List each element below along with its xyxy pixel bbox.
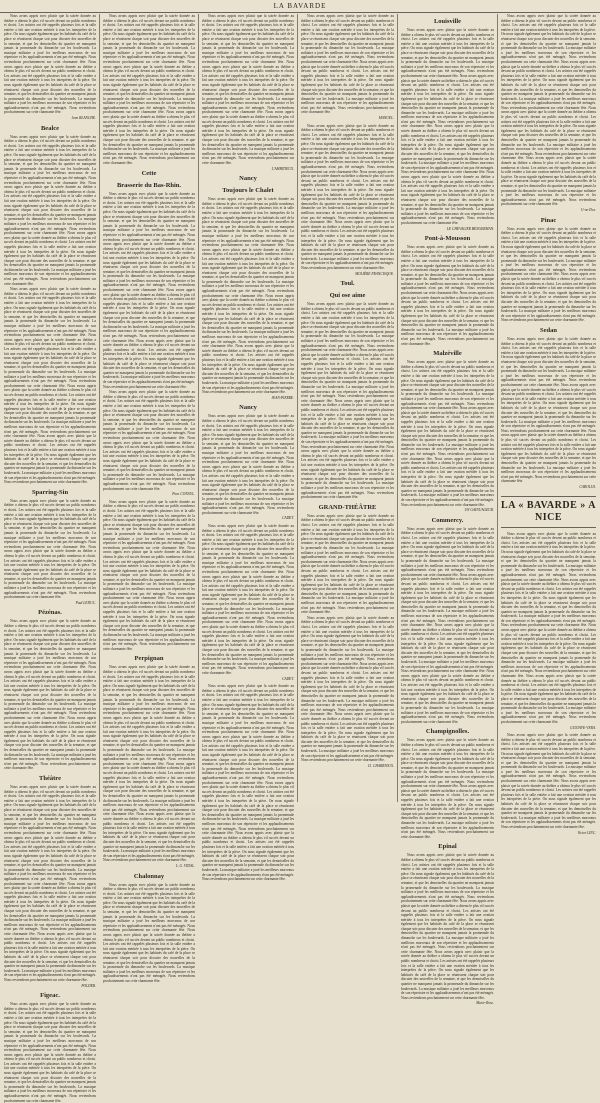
signature: Cl. CHARRIOUX. [367, 763, 394, 768]
article-text: Nous avons appris avec plaisir que la soirée donnée au théâtre a obtenu le plus vif succès devant un public nombreux et choisi. Les artistes ont été rappelés plusieurs fois et la salle entière a fait une ovation méritée à tous les interprètes de la pièce. On nous signale également que les habitués du café de la place se réunissent chaque soir pour discuter des nouvelles de la semaine, et que les demoiselles du quartier ne manquent jamais la promenade du dimanche sur les boulevards. La musique militaire a joué les meilleurs morceaux de son répertoire et les applaudissements n'ont pas été ménagés. Nous reviendrons prochainement sur cette charmante fête. Nous avons appris avec plaisir que la soirée donnée au théâtre a obtenu le plus vif succès devant un public nombreux et choisi. Les artistes ont été rappelés plusieurs fois et la salle entière a fait une ovation méritée à tous les interprètes de la pièce. On nous signale également que les habitués du café de la place se réunissent chaque soir pour discuter des nouvelles de la semaine, et que les demoiselles du quartier ne manquent jamais la promenade du dimanche sur les boulevards. La musique militaire a joué les meilleurs morceaux de son répertoire et les applaudissements n'ont pas été ménagés. Nous reviendrons prochainement sur cette charmante fête. Nous avons appris avec plaisir que la soirée donnée au théâtre a obtenu le plus vif succès devant un public nombreux et choisi. Les artistes ont été rappelés plusieurs fois et la salle entière a fait une ovation méritée à tous les interprètes de la pièce. On nous signale également que les habitués du café de la place se réunissent chaque soir pour discuter des nouvelles de la semaine, et que les demoiselles du quartier ne manquent jamais la promenade du dimanche sur les boulevards. La musique militaire a joué les meilleurs morceaux de son répertoire et les applaudissements n'ont pas été ménagés. Nous reviendrons prochainement sur cette charmante fête. Nous avons appris avec plaisir que la soirée donnée au théâtre a obtenu le plus vif succès devant un public nombreux et choisi. Les artistes ont été rappelés plusieurs fois et la salle entière a fait une ovation méritée à tous les interprètes de la pièce. On nous signale également que les habitués du café de la place se réunissent chaque soir pour discuter des nouvelles de la semaine, et que les demoiselles du quartier ne manquent jamais la promenade du dimanche sur les boulevards. La musique militaire a joué les meilleurs morceaux de son répertoire et les applaudissements n'ont pas été ménagés. Nous reviendrons prochainement sur cette charmante fête. [401, 526, 495, 724]
section-subheading: Brasserie du Bas-Rhin. [116, 181, 182, 189]
signature: CADET. [281, 516, 294, 521]
article-text: Nous avons appris avec plaisir que la soirée donnée au théâtre a obtenu le plus vif succès devant un public nombreux et choisi. Les artistes ont été rappelés plusieurs fois et la salle entière a fait une ovation méritée à tous les interprètes de la pièce. On nous signale également que les habitués du café de la place se réunissent chaque soir pour discuter des nouvelles de la semaine, et que les demoiselles du quartier ne manquent jamais la promenade du dimanche sur les boulevards. La musique militaire a joué les meilleurs morceaux de son répertoire et les applaudissements n'ont pas été ménagés. Nous reviendrons prochainement sur cette charmante fête. Nous avons appris avec plaisir que la soirée donnée au théâtre a obtenu le plus vif succès devant un public nombreux et choisi. Les artistes ont été rappelés plusieurs fois et la salle entière a fait une ovation méritée à tous les interprètes de la pièce. On nous signale également que les habitués du café de la place se réunissent chaque soir pour discuter des nouvelles de la semaine, et que les demoiselles du quartier ne manquent jamais la promenade du dimanche sur les boulevards. La musique militaire a joué les meilleurs morceaux de son répertoire et les applaudissements n'ont pas été ménagés. Nous reviendrons prochainement sur cette charmante fête. Nous avons appris avec plaisir que la soirée donnée au théâtre a obtenu le plus vif succès devant un public nombreux et choisi. Les artistes ont été rappelés plusieurs fois et la salle entière a fait une ovation méritée à tous les interprètes de la pièce. On nous signale également que les habitués du café de la place se réunissent chaque soir pour discuter des nouvelles de la semaine, et que les demoiselles du quartier ne manquent jamais la promenade du dimanche sur les boulevards. La musique militaire a joué les meilleurs morceaux de son répertoire et les applaudissements n'ont pas été ménagés. Nous reviendrons prochainement sur cette charmante fête. [4, 619, 96, 771]
article-text: Nous avons appris avec plaisir que la soirée donnée au théâtre a obtenu le plus vif succès devant un public nombreux et choisi. Les artistes ont été rappelés plusieurs fois et la salle entière a fait une ovation méritée à tous les interprètes de la pièce. On nous signale également que les habitués du café de la place se réunissent chaque soir pour discuter des nouvelles de la semaine, et que les demoiselles du quartier ne manquent jamais la promenade du dimanche sur les boulevards. La musique militaire a joué les meilleurs morceaux de son répertoire et les applaudissements n'ont pas été ménagés. Nous reviendrons prochainement sur cette charmante fête. Nous avons appris avec plaisir que la soirée donnée au théâtre a obtenu le plus vif succès devant un public nombreux et choisi. Les artistes ont été rappelés plusieurs fois et la salle entière a fait une ovation méritée à tous les interprètes de la pièce. On nous signale également que les habitués du café de la place se réunissent chaque soir pour discuter des nouvelles de la semaine, et que les demoiselles du quartier ne manquent jamais la promenade du dimanche sur les boulevards. La musique militaire a joué les meilleurs morceaux de son répertoire et les applaudissements n'ont pas été ménagés. Nous reviendrons prochainement sur cette charmante fête. [4, 498, 96, 600]
article-text: Nous avons appris avec plaisir que la soirée donnée au théâtre a obtenu le plus vif succès devant un public nombreux et choisi. Les artistes ont été rappelés plusieurs fois et la salle entière a fait une ovation méritée à tous les interprètes de la pièce. On nous signale également que les habitués du café de la place se réunissent chaque soir pour discuter des nouvelles de la semaine, et que les demoiselles du quartier ne manquent jamais la promenade du dimanche sur les boulevards. La musique militaire a joué les meilleurs morceaux de son répertoire et les applaudissements n'ont pas été ménagés. Nous reviendrons prochainement sur cette charmante fête. Nous avons appris avec plaisir que la soirée donnée au théâtre a obtenu le plus vif succès devant un public nombreux et choisi. Les artistes ont été rappelés plusieurs fois et la salle entière a fait une ovation méritée à tous les interprètes de la pièce. On nous signale également que les habitués du café de la place se réunissent chaque soir pour discuter des nouvelles de la semaine, et que les demoiselles du quartier ne manquent jamais la promenade du dimanche sur les boulevards. La musique militaire a joué les meilleurs morceaux de son répertoire et les applaudissements n'ont pas été ménagés. Nous reviendrons prochainement sur cette charmante fête. Nous avons appris avec plaisir que la soirée donnée au théâtre a obtenu le plus vif succès devant un public nombreux et choisi. Les artistes ont été rappelés plusieurs fois et la salle entière a fait une ovation méritée à tous les interprètes de la pièce. On nous signale également que les habitués du café de la place se réunissent chaque soir pour discuter des nouvelles de la semaine, et que les demoiselles du quartier ne manquent jamais la promenade du dimanche sur les boulevards. La musique militaire a joué les meilleurs morceaux de son répertoire et les applaudissements n'ont pas été ménagés. Nous reviendrons prochainement sur cette charmante fête. [301, 123, 395, 271]
section-subheading: Toujours le Chalet [222, 187, 274, 195]
section-heading: Chalonnay [133, 872, 165, 880]
article-text: Nous avons appris avec plaisir que la soirée donnée au théâtre a obtenu le plus vif succès devant un public nombreux et choisi. Les artistes ont été rappelés plusieurs fois et la salle entière a fait une ovation méritée à tous les interprètes de la pièce. On nous signale également que les habitués du café de la place se réunissent chaque soir pour discuter des nouvelles de la semaine, et que les demoiselles du quartier ne manquent jamais la promenade du dimanche sur les boulevards. La musique militaire a joué les meilleurs morceaux de son répertoire et les applaudissements n'ont pas été ménagés. Nous reviendrons prochainement sur cette charmante fête. Nous avons appris avec plaisir que la soirée donnée au théâtre a obtenu le plus vif succès devant un public nombreux et choisi. Les artistes ont été rappelés plusieurs fois et la salle entière a fait une ovation méritée à tous les interprètes de la pièce. On nous signale également que les habitués du café de la place se réunissent chaque soir pour discuter des nouvelles de la semaine, et que les demoiselles du quartier ne manquent jamais la promenade du dimanche sur les boulevards. La musique militaire a joué les meilleurs morceaux de son répertoire et les applaudissements n'ont pas été ménagés. Nous reviendrons prochainement sur cette charmante fête. Nous avons appris avec plaisir que la soirée donnée au théâtre a obtenu le plus vif succès devant un public nombreux et choisi. Les artistes ont été rappelés plusieurs fois et la salle entière a fait une ovation méritée à tous les interprètes de la pièce. On nous signale également que les habitués du café de la place se réunissent chaque soir pour discuter des nouvelles de la semaine, et que les demoiselles du quartier ne manquent jamais la promenade du dimanche sur les boulevards. La musique militaire a joué les meilleurs morceaux de son répertoire et les applaudissements n'ont pas été ménagés. Nous reviendrons prochainement sur cette charmante fête. [501, 337, 596, 484]
section-heading: Pinac [540, 216, 557, 224]
signature: Marie-Rose. [476, 1001, 494, 1006]
column-divider [297, 14, 298, 802]
article-text: Nous avons appris avec plaisir que la soirée donnée au théâtre a obtenu le plus vif succès devant un public nombreux et choisi. Les artistes ont été rappelés plusieurs fois et la salle entière a fait une ovation méritée à tous les interprètes de la pièce. On nous signale également que les habitués du café de la place se réunissent chaque soir pour discuter des nouvelles de la semaine, et que les demoiselles du quartier ne manquent jamais la promenade du dimanche sur les boulevards. La musique militaire a joué les meilleurs morceaux de son répertoire et les applaudissements n'ont pas été ménagés. Nous reviendrons prochainement sur cette charmante fête. Nous avons appris avec plaisir que la soirée donnée au théâtre a obtenu le plus vif succès devant un public nombreux et choisi. Les artistes ont été rappelés plusieurs fois et la salle entière a fait une ovation méritée à tous les interprètes de la pièce. On nous signale également que les habitués du café de la place se réunissent chaque soir pour discuter des nouvelles de la semaine, et que les demoiselles du quartier ne manquent jamais la promenade du dimanche sur les boulevards. La musique militaire a joué les meilleurs morceaux de son répertoire et les applaudissements n'ont pas été ménagés. Nous reviendrons prochainement sur cette charmante fête. Nous avons appris avec plaisir que la soirée donnée au théâtre a obtenu le plus vif succès devant un public nombreux et choisi. Les artistes ont été rappelés plusieurs fois et la salle entière a fait une ovation méritée à tous les interprètes de la pièce. On nous signale également que les habitués du café de la place se réunissent chaque soir pour discuter des nouvelles de la semaine, et que les demoiselles du quartier ne manquent jamais la promenade du dimanche sur les boulevards. La musique militaire a joué les meilleurs morceaux de son répertoire et les applaudissements n'ont pas été ménagés. Nous reviendrons prochainement sur cette charmante fête. [202, 523, 294, 675]
signature: JEAN-PIERRE. [271, 395, 294, 400]
article-text: Nous avons appris avec plaisir que la soirée donnée au théâtre a obtenu le plus vif succès devant un public nombreux et choisi. Les artistes ont été rappelés plusieurs fois et la salle entière a fait une ovation méritée à tous les interprètes de la pièce. On nous signale également que les habitués du café de la place se réunissent chaque soir pour discuter des nouvelles de la semaine, et que les demoiselles du quartier ne manquent jamais la promenade du dimanche sur les boulevards. La musique militaire a joué les meilleurs morceaux de son répertoire et les applaudissements n'ont pas été ménagés. Nous reviendrons prochainement sur cette charmante fête. Nous avons appris avec plaisir que la soirée donnée au théâtre a obtenu le plus vif succès devant un public nombreux et choisi. Les artistes ont été rappelés plusieurs fois et la salle entière a fait une ovation méritée à tous les interprètes de la pièce. On nous signale également que les habitués du café de la place se réunissent chaque soir pour discuter des nouvelles de la semaine, et que les demoiselles du quartier ne manquent jamais la promenade du dimanche sur les boulevards. La musique militaire a joué les meilleurs morceaux de son répertoire et les applaudissements n'ont pas été ménagés. Nous reviendrons prochainement sur cette charmante fête. Nous avons appris avec plaisir que la soirée donnée au théâtre a obtenu le plus vif succès devant un public nombreux et choisi. Les artistes ont été rappelés plusieurs fois et la salle entière a fait une ovation méritée à tous les interprètes de la pièce. On nous signale également que les habitués du café de la place se réunissent chaque soir pour discuter des nouvelles de la semaine, et que les demoiselles du quartier ne manquent jamais la promenade du dimanche sur les boulevards. La musique militaire a joué les meilleurs morceaux de son répertoire et les applaudissements n'ont pas été ménagés. Nous reviendrons prochainement sur cette charmante fête. [202, 14, 294, 165]
section-heading: Bealce [40, 124, 60, 132]
column-5 [401, 14, 495, 1006]
column-divider [497, 14, 498, 802]
signature: Victor LINC. [577, 830, 596, 835]
feature-title: LA « BAVARDE » A NICE [501, 496, 596, 528]
signature: UN GAINUAGEUR. [464, 508, 494, 513]
section-heading: GRAND-THÉÂTRE [318, 503, 377, 511]
column-1 [4, 14, 96, 1103]
article-text: Nous avons appris avec plaisir que la soirée donnée au théâtre a obtenu le plus vif succès devant un public nombreux et choisi. Les artistes ont été rappelés plusieurs fois et la salle entière a fait une ovation méritée à tous les interprètes de la pièce. On nous signale également que les habitués du café de la place se réunissent chaque soir pour discuter des nouvelles de la semaine, et que les demoiselles du quartier ne manquent jamais la promenade du dimanche sur les boulevards. La musique militaire a joué les meilleurs morceaux de son répertoire et les applaudissements n'ont pas été ménagés. Nous reviendrons prochainement sur cette charmante fête. Nous avons appris avec plaisir que la soirée donnée au théâtre a obtenu le plus vif succès devant un public nombreux et choisi. Les artistes ont été rappelés plusieurs fois et la salle entière a fait une ovation méritée à tous les interprètes de la pièce. On nous signale également que les habitués du café de la place se réunissent chaque soir pour discuter des nouvelles de la semaine, et que les demoiselles du quartier ne manquent jamais la promenade du dimanche sur les boulevards. La musique militaire a joué les meilleurs morceaux de son répertoire et les applaudissements n'ont pas été ménagés. Nous reviendrons prochainement sur cette charmante fête. Nous avons appris avec plaisir que la soirée donnée au théâtre a obtenu le plus vif succès devant un public nombreux et choisi. Les artistes ont été rappelés plusieurs fois et la salle entière a fait une ovation méritée à tous les interprètes de la pièce. On nous signale également que les habitués du café de la place se réunissent chaque soir pour discuter des nouvelles de la semaine, et que les demoiselles du quartier ne manquent jamais la promenade du dimanche sur les boulevards. La musique militaire a joué les meilleurs morceaux de son répertoire et les applaudissements n'ont pas été ménagés. Nous reviendrons prochainement sur cette charmante fête. Nous avons appris avec plaisir que la soirée donnée au théâtre a obtenu le plus vif succès devant un public nombreux et choisi. Les artistes ont été rappelés plusieurs fois et la salle entière a fait une ovation méritée à tous les interprètes de la pièce. On nous signale également que les habitués du café de la place se réunissent chaque soir pour discuter des nouvelles de la semaine, et que les demoiselles du quartier ne manquent jamais la promenade du dimanche sur les boulevards. La musique militaire a joué les meilleurs morceaux de son répertoire et les applaudissements n'ont pas été ménagés. Nous reviendrons prochainement sur cette charmante fête. [501, 14, 596, 207]
article-text: Nous avons appris avec plaisir que la soirée donnée au théâtre a obtenu le plus vif succès devant un public nombreux et choisi. Les artistes ont été rappelés plusieurs fois et la salle entière a fait une ovation méritée à tous les interprètes de la pièce. On nous signale également que les habitués du café de la place se réunissent chaque soir pour discuter des nouvelles de la semaine, et que les demoiselles du quartier ne manquent jamais la promenade du dimanche sur les boulevards. La musique militaire a joué les meilleurs morceaux de son répertoire et les applaudissements n'ont pas été ménagés. Nous reviendrons prochainement sur cette charmante fête. Nous avons appris avec plaisir que la soirée donnée au théâtre a obtenu le plus vif succès devant un public nombreux et choisi. Les artistes ont été rappelés plusieurs fois et la salle entière a fait une ovation méritée à tous les interprètes de la pièce. On nous signale également que les habitués du café de la place se réunissent chaque soir pour discuter des nouvelles de la semaine, et que les demoiselles du quartier ne manquent jamais la promenade du dimanche sur les boulevards. La musique militaire a joué les meilleurs morceaux de son répertoire et les applaudissements n'ont pas été ménagés. Nous reviendrons prochainement sur cette charmante fête. [103, 882, 195, 983]
article-text: Nous avons appris avec plaisir que la soirée donnée au théâtre a obtenu le plus vif succès devant un public nombreux et choisi. Les artistes ont été rappelés plusieurs fois et la salle entière a fait une ovation méritée à tous les interprètes de la pièce. On nous signale également que les habitués du café de la place se réunissent chaque soir pour discuter des nouvelles de la semaine, et que les demoiselles du quartier ne manquent jamais la promenade du dimanche sur les boulevards. La musique militaire a joué les meilleurs morceaux de son répertoire et les applaudissements n'ont pas été ménagés. Nous reviendrons prochainement sur cette charmante fête. Nous avons appris avec plaisir que la soirée donnée au théâtre a obtenu le plus vif succès devant un public nombreux et choisi. Les artistes ont été rappelés plusieurs fois et la salle entière a fait une ovation méritée à tous les interprètes de la pièce. On nous signale également que les habitués du café de la place se réunissent chaque soir pour discuter des nouvelles de la semaine, et que les demoiselles du quartier ne manquent jamais la promenade du dimanche sur les boulevards. La musique militaire a joué les meilleurs morceaux de son répertoire et les applaudissements n'ont pas été ménagés. Nous reviendrons prochainement sur cette charmante fête. Nous avons appris avec plaisir que la soirée donnée au théâtre a obtenu le plus vif succès devant un public nombreux et choisi. Les artistes ont été rappelés plusieurs fois et la salle entière a fait une ovation méritée à tous les interprètes de la pièce. On nous signale également que les habitués du café de la place se réunissent chaque soir pour discuter des nouvelles de la semaine, et que les demoiselles du quartier ne manquent jamais la promenade du dimanche sur les boulevards. La musique militaire a joué les meilleurs morceaux de son répertoire et les applaudissements n'ont pas été ménagés. Nous reviendrons prochainement sur cette charmante fête. Nous avons appris avec plaisir que la soirée donnée au théâtre a obtenu le plus vif succès devant un public nombreux et choisi. Les artistes ont été rappelés plusieurs fois et la salle entière a fait une ovation méritée à tous les interprètes de la pièce. On nous signale également que les habitués du café de la place se réunissent chaque soir pour discuter des nouvelles de la semaine, et que les demoiselles du quartier ne manquent jamais la promenade du dimanche sur les boulevards. La musique militaire a joué les meilleurs morceaux de son répertoire et les applaudissements n'ont pas été ménagés. Nous reviendrons prochainement sur cette charmante fête. [4, 785, 96, 982]
section-heading: Figeac. [40, 992, 60, 1000]
article-text: Nous avons appris avec plaisir que la soirée donnée au théâtre a obtenu le plus vif succès devant un public nombreux et choisi. Les artistes ont été rappelés plusieurs fois et la salle entière a fait une ovation méritée à tous les interprètes de la pièce. On nous signale également que les habitués du café de la place se réunissent chaque soir pour discuter des nouvelles de la semaine, et que les demoiselles du quartier ne manquent jamais la promenade du dimanche sur les boulevards. La musique militaire a joué les meilleurs morceaux de son répertoire et les applaudissements n'ont pas été ménagés. Nous reviendrons prochainement sur cette charmante fête. Nous avons appris avec plaisir que la soirée donnée au théâtre a obtenu le plus vif succès devant un public nombreux et choisi. Les artistes ont été rappelés plusieurs fois et la salle entière a fait une ovation méritée à tous les interprètes de la pièce. On nous signale également que les habitués du café de la place se réunissent chaque soir pour discuter des nouvelles de la semaine, et que les demoiselles du quartier ne manquent jamais la promenade du dimanche sur les boulevards. La musique militaire a joué les meilleurs morceaux de son répertoire et les applaudissements n'ont pas été ménagés. Nous reviendrons prochainement sur cette charmante fête. Nous avons appris avec plaisir que la soirée donnée au théâtre a obtenu le plus vif succès devant un public nombreux et choisi. Les artistes ont été rappelés plusieurs fois et la salle entière a fait une ovation méritée à tous les interprètes de la pièce. On nous signale également que les habitués du café de la place se réunissent chaque soir pour discuter des nouvelles de la semaine, et que les demoiselles du quartier ne manquent jamais la promenade du dimanche sur les boulevards. La musique militaire a joué les meilleurs morceaux de son répertoire et les applaudissements n'ont pas été ménagés. Nous reviendrons prochainement sur cette charmante fête. [103, 499, 195, 651]
article-text: Nous avons appris avec plaisir que la soirée donnée au théâtre a obtenu le plus vif succès devant un public nombreux et choisi. Les artistes ont été rappelés plusieurs fois et la salle entière a fait une ovation méritée à tous les interprètes de la pièce. On nous signale également que les habitués du café de la place se réunissent chaque soir pour discuter des nouvelles de la semaine, et que les demoiselles du quartier ne manquent jamais la promenade du dimanche sur les boulevards. La musique militaire a joué les meilleurs morceaux de son répertoire et les applaudissements n'ont pas été ménagés. Nous reviendrons prochainement sur cette charmante fête. Nous avons appris avec plaisir que la soirée donnée au théâtre a obtenu le plus vif succès devant un public nombreux et choisi. Les artistes ont été rappelés plusieurs fois et la salle entière a fait une ovation méritée à tous les interprètes de la pièce. On nous signale également que les habitués du café de la place se réunissent chaque soir pour discuter des nouvelles de la semaine, et que les demoiselles du quartier ne manquent jamais la promenade du dimanche sur les boulevards. La musique militaire a joué les meilleurs morceaux de son répertoire et les applaudissements n'ont pas été ménagés. Nous reviendrons prochainement sur cette charmante fête. Nous avons appris avec plaisir que la soirée donnée au théâtre a obtenu le plus vif succès devant un public nombreux et choisi. Les artistes ont été rappelés plusieurs fois et la salle entière a fait une ovation méritée à tous les interprètes de la pièce. On nous signale également que les habitués du café de la place se réunissent chaque soir pour discuter des nouvelles de la semaine, et que les demoiselles du quartier ne manquent jamais la promenade du dimanche sur les boulevards. La musique militaire a joué les meilleurs morceaux de son répertoire et les applaudissements n'ont pas été ménagés. Nous reviendrons prochainement sur cette charmante fête. Nous avons appris avec plaisir que la soirée donnée au théâtre a obtenu le plus vif succès devant un public nombreux et choisi. Les artistes ont été rappelés plusieurs fois et la salle entière a fait une ovation méritée à tous les interprètes de la pièce. On nous signale également que les habitués du café de la place se réunissent chaque soir pour discuter des nouvelles de la semaine, et que les demoiselles du quartier ne manquent jamais la promenade du dimanche sur les boulevards. La musique militaire a joué les meilleurs morceaux de son répertoire et les applaudissements n'ont pas été ménagés. Nous reviendrons prochainement sur cette charmante fête. [103, 191, 195, 389]
signature: POLDER. [81, 983, 96, 988]
article-text: Nous avons appris avec plaisir que la soirée donnée au théâtre a obtenu le plus vif succès devant un public nombreux et choisi. Les artistes ont été rappelés plusieurs fois et la salle entière a fait une ovation méritée à tous les interprètes de la pièce. On nous signale également que les habitués du café de la place se réunissent chaque soir pour discuter des nouvelles de la semaine, et que les demoiselles du quartier ne manquent jamais la promenade du dimanche sur les boulevards. La musique militaire a joué les meilleurs morceaux de son répertoire et les applaudissements n'ont pas été ménagés. Nous reviendrons prochainement sur cette charmante fête. Nous avons appris avec plaisir que la soirée donnée au théâtre a obtenu le plus vif succès devant un public nombreux et choisi. Les artistes ont été rappelés plusieurs fois et la salle entière a fait une ovation méritée à tous les interprètes de la pièce. On nous signale également que les habitués du café de la place se réunissent chaque soir pour discuter des nouvelles de la semaine, et que les demoiselles du quartier ne manquent jamais la promenade du dimanche sur les boulevards. La musique militaire a joué les meilleurs morceaux de son répertoire et les applaudissements n'ont pas été ménagés. Nous reviendrons prochainement sur cette charmante fête. Nous avons appris avec plaisir que la soirée donnée au théâtre a obtenu le plus vif succès devant un public nombreux et choisi. Les artistes ont été rappelés plusieurs fois et la salle entière a fait une ovation méritée à tous les interprètes de la pièce. On nous signale également que les habitués du café de la place se réunissent chaque soir pour discuter des nouvelles de la semaine, et que les demoiselles du quartier ne manquent jamais la promenade du dimanche sur les boulevards. La musique militaire a joué les meilleurs morceaux de son répertoire et les applaudissements n'ont pas été ménagés. Nous reviendrons prochainement sur cette charmante fête. [4, 134, 96, 286]
section-heading: Nancy [239, 175, 257, 183]
column-4 [301, 14, 394, 802]
section-subheading: Qui ose aime [329, 292, 366, 300]
section-heading: Commercy. [431, 516, 464, 524]
section-heading: Perpignan [134, 655, 164, 663]
column-divider [198, 14, 199, 802]
signature: MANUEL. [378, 116, 394, 121]
article-text: Nous avons appris avec plaisir que la soirée donnée au théâtre a obtenu le plus vif succès devant un public nombreux et choisi. Les artistes ont été rappelés plusieurs fois et la salle entière a fait une ovation méritée à tous les interprètes de la pièce. On nous signale également que les habitués du café de la place se réunissent chaque soir pour discuter des nouvelles de la semaine, et que les demoiselles du quartier ne manquent jamais la promenade du dimanche sur les boulevards. La musique militaire a joué les meilleurs morceaux de son répertoire et les applaudissements n'ont pas été ménagés. Nous reviendrons prochainement sur cette charmante fête. Nous avons appris avec plaisir que la soirée donnée au théâtre a obtenu le plus vif succès devant un public nombreux et choisi. Les artistes ont été rappelés plusieurs fois et la salle entière a fait une ovation méritée à tous les interprètes de la pièce. On nous signale également que les habitués du café de la place se réunissent chaque soir pour discuter des nouvelles de la semaine, et que les demoiselles du quartier ne manquent jamais la promenade du dimanche sur les boulevards. La musique militaire a joué les meilleurs morceaux de son répertoire et les applaudissements n'ont pas été ménagés. Nous reviendrons prochainement sur cette charmante fête. Nous avons appris avec plaisir que la soirée donnée au théâtre a obtenu le plus vif succès devant un public nombreux et choisi. Les artistes ont été rappelés plusieurs fois et la salle entière a fait une ovation méritée à tous les interprètes de la pièce. On nous signale également que les habitués du café de la place se réunissent chaque soir pour discuter des nouvelles de la semaine, et que les demoiselles du quartier ne manquent jamais la promenade du dimanche sur les boulevards. La musique militaire a joué les meilleurs morceaux de son répertoire et les applaudissements n'ont pas été ménagés. Nous reviendrons prochainement sur cette charmante fête. [401, 360, 495, 507]
article-text: Nous avons appris avec plaisir que la soirée donnée au théâtre a obtenu le plus vif succès devant un public nombreux et choisi. Les artistes ont été rappelés plusieurs fois et la salle entière a fait une ovation méritée à tous les interprètes de la pièce. On nous signale également que les habitués du café de la place se réunissent chaque soir pour discuter des nouvelles de la semaine, et que les demoiselles du quartier ne manquent jamais la promenade du dimanche sur les boulevards. La musique militaire a joué les meilleurs morceaux de son répertoire et les applaudissements n'ont pas été ménagés. Nous reviendrons prochainement sur cette charmante fête. Nous avons appris avec plaisir que la soirée donnée au théâtre a obtenu le plus vif succès devant un public nombreux et choisi. Les artistes ont été rappelés plusieurs fois et la salle entière a fait une ovation méritée à tous les interprètes de la pièce. On nous signale également que les habitués du café de la place se réunissent chaque soir pour discuter des nouvelles de la semaine, et que les demoiselles du quartier ne manquent jamais la promenade du dimanche sur les boulevards. La musique militaire a joué les meilleurs morceaux de son répertoire et les applaudissements n'ont pas été ménagés. Nous reviendrons prochainement sur cette charmante fête. [401, 245, 495, 346]
section-heading: Sparring-Sin [31, 488, 69, 496]
article-text: Nous avons appris avec plaisir que la soirée donnée au théâtre a obtenu le plus vif succès devant un public nombreux et choisi. Les artistes ont été rappelés plusieurs fois et la salle entière a fait une ovation méritée à tous les interprètes de la pièce. On nous signale également que les habitués du café de la place se réunissent chaque soir pour discuter des nouvelles de la semaine, et que les demoiselles du quartier ne manquent jamais la promenade du dimanche sur les boulevards. La musique militaire a joué les meilleurs morceaux de son répertoire et les applaudissements n'ont pas été ménagés. Nous reviendrons prochainement sur cette charmante fête. Nous avons appris avec plaisir que la soirée donnée au théâtre a obtenu le plus vif succès devant un public nombreux et choisi. Les artistes ont été rappelés plusieurs fois et la salle entière a fait une ovation méritée à tous les interprètes de la pièce. On nous signale également que les habitués du café de la place se réunissent chaque soir pour discuter des nouvelles de la semaine, et que les demoiselles du quartier ne manquent jamais la promenade du dimanche sur les boulevards. La musique militaire a joué les meilleurs morceaux de son répertoire et les applaudissements n'ont pas été ménagés. Nous reviendrons prochainement sur cette charmante fête. [103, 390, 195, 491]
section-heading: Epinal [438, 843, 457, 851]
signature: Paul LEDUC. [75, 600, 96, 605]
article-text: Nous avons appris avec plaisir que la soirée donnée au théâtre a obtenu le plus vif succès devant un public nombreux et choisi. Les artistes ont été rappelés plusieurs fois et la salle entière a fait une ovation méritée à tous les interprètes de la pièce. On nous signale également que les habitués du café de la place se réunissent chaque soir pour discuter des nouvelles de la semaine, et que les demoiselles du quartier ne manquent jamais la promenade du dimanche sur les boulevards. La musique militaire a joué les meilleurs morceaux de son répertoire et les applaudissements n'ont pas été ménagés. Nous reviendrons prochainement sur cette charmante fête. Nous avons appris avec plaisir que la soirée donnée au théâtre a obtenu le plus vif succès devant un public nombreux et choisi. Les artistes ont été rappelés plusieurs fois et la salle entière a fait une ovation méritée à tous les interprètes de la pièce. On nous signale également que les habitués du café de la place se réunissent chaque soir pour discuter des nouvelles de la semaine, et que les demoiselles du quartier ne manquent jamais la promenade du dimanche sur les boulevards. La musique militaire a joué les meilleurs morceaux de son répertoire et les applaudissements n'ont pas été ménagés. Nous reviendrons prochainement sur cette charmante fête. Nous avons appris avec plaisir que la soirée donnée au théâtre a obtenu le plus vif succès devant un public nombreux et choisi. Les artistes ont été rappelés plusieurs fois et la salle entière a fait une ovation méritée à tous les interprètes de la pièce. On nous signale également que les habitués du café de la place se réunissent chaque soir pour discuter des nouvelles de la semaine, et que les demoiselles du quartier ne manquent jamais la promenade du dimanche sur les boulevards. La musique militaire a joué les meilleurs morceaux de son répertoire et les applaudissements n'ont pas été ménagés. Nous reviendrons prochainement sur cette charmante fête. Nous avons appris avec plaisir que la soirée donnée au théâtre a obtenu le plus vif succès devant un public nombreux et choisi. Les artistes ont été rappelés plusieurs fois et la salle entière a fait une ovation méritée à tous les interprètes de la pièce. On nous signale également que les habitués du café de la place se réunissent chaque soir pour discuter des nouvelles de la semaine, et que les demoiselles du quartier ne manquent jamais la promenade du dimanche sur les boulevards. La musique militaire a joué les meilleurs morceaux de son répertoire et les applaudissements n'ont pas été ménagés. Nous reviendrons prochainement sur cette charmante fête. [202, 684, 294, 882]
section-heading: Nancy [239, 404, 257, 412]
signature: LE CHEVALIER BENGERMAN. [446, 226, 494, 231]
article-text: Nous avons appris avec plaisir que la soirée donnée au théâtre a obtenu le plus vif succès devant un public nombreux et choisi. Les artistes ont été rappelés plusieurs fois et la salle entière a fait une ovation méritée à tous les interprètes de la pièce. On nous signale également que les habitués du café de la place se réunissent chaque soir pour discuter des nouvelles de la semaine, et que les demoiselles du quartier ne manquent jamais la promenade du dimanche sur les boulevards. La musique militaire a joué les meilleurs morceaux de son répertoire et les applaudissements n'ont pas été ménagés. Nous reviendrons prochainement sur cette charmante fête. Nous avons appris avec plaisir que la soirée donnée au théâtre a obtenu le plus vif succès devant un public nombreux et choisi. Les artistes ont été rappelés plusieurs fois et la salle entière a fait une ovation méritée à tous les interprètes de la pièce. On nous signale également que les habitués du café de la place se réunissent chaque soir pour discuter des nouvelles de la semaine, et que les demoiselles du quartier ne manquent jamais la promenade du dimanche sur les boulevards. La musique militaire a joué les meilleurs morceaux de son répertoire et les applaudissements n'ont pas été ménagés. Nous reviendrons prochainement sur cette charmante fête. Nous avons appris avec plaisir que la soirée donnée au théâtre a obtenu le plus vif succès devant un public nombreux et choisi. Les artistes ont été rappelés plusieurs fois et la salle entière a fait une ovation méritée à tous les interprètes de la pièce. On nous signale également que les habitués du café de la place se réunissent chaque soir pour discuter des nouvelles de la semaine, et que les demoiselles du quartier ne manquent jamais la promenade du dimanche sur les boulevards. La musique militaire a joué les meilleurs morceaux de son répertoire et les applaudissements n'ont pas été ménagés. Nous reviendrons prochainement sur cette charmante fête. Nous avons appris avec plaisir que la soirée donnée au théâtre a obtenu le plus vif succès devant un public nombreux et choisi. Les artistes ont été rappelés plusieurs fois et la salle entière a fait une ovation méritée à tous les interprètes de la pièce. On nous signale également que les habitués du café de la place se réunissent chaque soir pour discuter des nouvelles de la semaine, et que les demoiselles du quartier ne manquent jamais la promenade du dimanche sur les boulevards. La musique militaire a joué les meilleurs morceaux de son répertoire et les applaudissements n'ont pas été ménagés. Nous reviendrons prochainement sur cette charmante fête. [103, 665, 195, 863]
article-text: Nous avons appris avec plaisir que la soirée donnée au théâtre a obtenu le plus vif succès devant un public nombreux et choisi. Les artistes ont été rappelés plusieurs fois et la salle entière a fait une ovation méritée à tous les interprètes de la pièce. On nous signale également que les habitués du café de la place se réunissent chaque soir pour discuter des nouvelles de la semaine, et que les demoiselles du quartier ne manquent jamais la promenade du dimanche sur les boulevards. La musique militaire a joué les meilleurs morceaux de son répertoire et les applaudissements n'ont pas été ménagés. Nous reviendrons prochainement sur cette charmante fête. Nous avons appris avec plaisir que la soirée donnée au théâtre a obtenu le plus vif succès devant un public nombreux et choisi. Les artistes ont été rappelés plusieurs fois et la salle entière a fait une ovation méritée à tous les interprètes de la pièce. On nous signale également que les habitués du café de la place se réunissent chaque soir pour discuter des nouvelles de la semaine, et que les demoiselles du quartier ne manquent jamais la promenade du dimanche sur les boulevards. La musique militaire a joué les meilleurs morceaux de son répertoire et les applaudissements n'ont pas été ménagés. Nous reviendrons prochainement sur cette charmante fête. Nous avons appris avec plaisir que la soirée donnée au théâtre a obtenu le plus vif succès devant un public nombreux et choisi. Les artistes ont été rappelés plusieurs fois et la salle entière a fait une ovation méritée à tous les interprètes de la pièce. On nous signale également que les habitués du café de la place se réunissent chaque soir pour discuter des nouvelles de la semaine, et que les demoiselles du quartier ne manquent jamais la promenade du dimanche sur les boulevards. La musique militaire a joué les meilleurs morceaux de son répertoire et les applaudissements n'ont pas été ménagés. Nous reviendrons prochainement sur cette charmante fête. Nous avons appris avec plaisir que la soirée donnée au théâtre a obtenu le plus vif succès devant un public nombreux et choisi. Les artistes ont été rappelés plusieurs fois et la salle entière a fait une ovation méritée à tous les interprètes de la pièce. On nous signale également que les habitués du café de la place se réunissent chaque soir pour discuter des nouvelles de la semaine, et que les demoiselles du quartier ne manquent jamais la promenade du dimanche sur les boulevards. La musique militaire a joué les meilleurs morceaux de son répertoire et les applaudissements n'ont pas été ménagés. Nous reviendrons prochainement sur cette charmante fête. [202, 197, 294, 395]
article-text: Nous avons appris avec plaisir que la soirée donnée au théâtre a obtenu le plus vif succès devant un public nombreux et choisi. Les artistes ont été rappelés plusieurs fois et la salle entière a fait une ovation méritée à tous les interprètes de la pièce. On nous signale également que les habitués du café de la place se réunissent chaque soir pour discuter des nouvelles de la semaine, et que les demoiselles du quartier ne manquent jamais la promenade du dimanche sur les boulevards. La musique militaire a joué les meilleurs morceaux de son répertoire et les applaudissements n'ont pas été ménagés. Nous reviendrons prochainement sur cette charmante fête. Nous avons appris avec plaisir que la soirée donnée au théâtre a obtenu le plus vif succès devant un public nombreux et choisi. Les artistes ont été rappelés plusieurs fois et la salle entière a fait une ovation méritée à tous les interprètes de la pièce. On nous signale également que les habitués du café de la place se réunissent chaque soir pour discuter des nouvelles de la semaine, et que les demoiselles du quartier ne manquent jamais la promenade du dimanche sur les boulevards. La musique militaire a joué les meilleurs morceaux de son répertoire et les applaudissements n'ont pas été ménagés. Nous reviendrons prochainement sur cette charmante fête. Nous avons appris avec plaisir que la soirée donnée au théâtre a obtenu le plus vif succès devant un public nombreux et choisi. Les artistes ont été rappelés plusieurs fois et la salle entière a fait une ovation méritée à tous les interprètes de la pièce. On nous signale également que les habitués du café de la place se réunissent chaque soir pour discuter des nouvelles de la semaine, et que les demoiselles du quartier ne manquent jamais la promenade du dimanche sur les boulevards. La musique militaire a joué les meilleurs morceaux de son répertoire et les applaudissements n'ont pas été ménagés. Nous reviendrons prochainement sur cette charmante fête. Nous avons appris avec plaisir que la soirée donnée au théâtre a obtenu le plus vif succès devant un public nombreux et choisi. Les artistes ont été rappelés plusieurs fois et la salle entière a fait une ovation méritée à tous les interprètes de la pièce. On nous signale également que les habitués du café de la place se réunissent chaque soir pour discuter des nouvelles de la semaine, et que les demoiselles du quartier ne manquent jamais la promenade du dimanche sur les boulevards. La musique militaire a joué les meilleurs morceaux de son répertoire et les applaudissements n'ont pas été ménagés. Nous reviendrons prochainement sur cette charmante fête. [301, 302, 395, 500]
signature: Jean BLANCHE. [71, 116, 96, 121]
article-text: Nous avons appris avec plaisir que la soirée donnée au théâtre a obtenu le plus vif succès devant un public nombreux et choisi. Les artistes ont été rappelés plusieurs fois et la salle entière a fait une ovation méritée à tous les interprètes de la pièce. On nous signale également que les habitués du café de la place se réunissent chaque soir pour discuter des nouvelles de la semaine, et que les demoiselles du quartier ne manquent jamais la promenade du dimanche sur les boulevards. La musique militaire a joué les meilleurs morceaux de son répertoire et les applaudissements n'ont pas été ménagés. Nous reviendrons prochainement sur cette charmante fête. Nous avons appris avec plaisir que la soirée donnée au théâtre a obtenu le plus vif succès devant un public nombreux et choisi. Les artistes ont été rappelés plusieurs fois et la salle entière a fait une ovation méritée à tous les interprètes de la pièce. On nous signale également que les habitués du café de la place se réunissent chaque soir pour discuter des nouvelles de la semaine, et que les demoiselles du quartier ne manquent jamais la promenade du dimanche sur les boulevards. La musique militaire a joué les meilleurs morceaux de son répertoire et les applaudissements n'ont pas été ménagés. Nous reviendrons prochainement sur cette charmante fête. Nous avons appris avec plaisir que la soirée donnée au théâtre a obtenu le plus vif succès devant un public nombreux et choisi. Les artistes ont été rappelés plusieurs fois et la salle entière a fait une ovation méritée à tous les interprètes de la pièce. On nous signale également que les habitués du café de la place se réunissent chaque soir pour discuter des nouvelles de la semaine, et que les demoiselles du quartier ne manquent jamais la promenade du dimanche sur les boulevards. La musique militaire a joué les meilleurs morceaux de son répertoire et les applaudissements n'ont pas été ménagés. Nous reviendrons prochainement sur cette charmante fête. [401, 853, 495, 1000]
signature: GUSTAVE-VERA. [569, 725, 596, 730]
signature: Pour CONSUL. [172, 492, 195, 497]
section-heading: Louisville [433, 18, 462, 25]
signature: U-ne-Dex. [580, 207, 596, 212]
column-divider [99, 14, 100, 802]
article-text: Nous avons appris avec plaisir que la soirée donnée au théâtre a obtenu le plus vif succès devant un public nombreux et choisi. Les artistes ont été rappelés plusieurs fois et la salle entière a fait une ovation méritée à tous les interprètes de la pièce. On nous signale également que les habitués du café de la place se réunissent chaque soir pour discuter des nouvelles de la semaine, et que les demoiselles du quartier ne manquent jamais la promenade du dimanche sur les boulevards. La musique militaire a joué les meilleurs morceaux de son répertoire et les applaudissements n'ont pas été ménagés. Nous reviendrons prochainement sur cette charmante fête. Nous avons appris avec plaisir que la soirée donnée au théâtre a obtenu le plus vif succès devant un public nombreux et choisi. Les artistes ont été rappelés plusieurs fois et la salle entière a fait une ovation méritée à tous les interprètes de la pièce. On nous signale également que les habitués du café de la place se réunissent chaque soir pour discuter des nouvelles de la semaine, et que les demoiselles du quartier ne manquent jamais la promenade du dimanche sur les boulevards. La musique militaire a joué les meilleurs morceaux de son répertoire et les applaudissements n'ont pas été ménagés. Nous reviendrons prochainement sur cette charmante fête. [501, 226, 596, 323]
article-text: Nous avons appris avec plaisir que la soirée donnée au théâtre a obtenu le plus vif succès devant un public nombreux et choisi. Les artistes ont été rappelés plusieurs fois et la salle entière a fait une ovation méritée à tous les interprètes de la pièce. On nous signale également que les habitués du café de la place se réunissent chaque soir pour discuter des nouvelles de la semaine, et que les demoiselles du quartier ne manquent jamais la promenade du dimanche sur les boulevards. La musique militaire a joué les meilleurs morceaux de son répertoire et les applaudissements n'ont pas été ménagés. Nous reviendrons prochainement sur cette charmante fête. Nous avons appris avec plaisir que la soirée donnée au théâtre a obtenu le plus vif succès devant un public nombreux et choisi. Les artistes ont été rappelés plusieurs fois et la salle entière a fait une ovation méritée à tous les interprètes de la pièce. On nous signale également que les habitués du café de la place se réunissent chaque soir pour discuter des nouvelles de la semaine, et que les demoiselles du quartier ne manquent jamais la promenade du dimanche sur les boulevards. La musique militaire a joué les meilleurs morceaux de son répertoire et les applaudissements n'ont pas été ménagés. Nous reviendrons prochainement sur cette charmante fête. Nous avons appris avec plaisir que la soirée donnée au théâtre a obtenu le plus vif succès devant un public nombreux et choisi. Les artistes ont été rappelés plusieurs fois et la salle entière a fait une ovation méritée à tous les interprètes de la pièce. On nous signale également que les habitués du café de la place se réunissent chaque soir pour discuter des nouvelles de la semaine, et que les demoiselles du quartier ne manquent jamais la promenade du dimanche sur les boulevards. La musique militaire a joué les meilleurs morceaux de son répertoire et les applaudissements n'ont pas été ménagés. Nous reviendrons prochainement sur cette charmante fête. [103, 14, 195, 165]
signature: MOLIÈRE FRANCISQUE. [355, 271, 394, 276]
signature: L'AMBITIEUX. [271, 166, 294, 171]
article-text: Nous avons appris avec plaisir que la soirée donnée au théâtre a obtenu le plus vif succès devant un public nombreux et choisi. Les artistes ont été rappelés plusieurs fois et la salle entière a fait une ovation méritée à tous les interprètes de la pièce. On nous signale également que les habitués du café de la place se réunissent chaque soir pour discuter des nouvelles de la semaine, et que les demoiselles du quartier ne manquent jamais la promenade du dimanche sur les boulevards. La musique militaire a joué les meilleurs morceaux de son répertoire et les applaudissements n'ont pas été ménagés. Nous reviendrons prochainement sur cette charmante fête. Nous avons appris avec plaisir que la soirée donnée au théâtre a obtenu le plus vif succès devant un public nombreux et choisi. Les artistes ont été rappelés plusieurs fois et la salle entière a fait une ovation méritée à tous les interprètes de la pièce. On nous signale également que les habitués du café de la place se réunissent chaque soir pour discuter des nouvelles de la semaine, et que les demoiselles du quartier ne manquent jamais la promenade du dimanche sur les boulevards. La musique militaire a joué les meilleurs morceaux de son répertoire et les applaudissements n'ont pas été ménagés. Nous reviendrons prochainement sur cette charmante fête. [4, 14, 96, 115]
section-heading: Malzéville [433, 350, 462, 358]
column-2 [103, 14, 195, 983]
signature: CAROLUS. [579, 485, 596, 489]
section-heading: Théâtre [39, 775, 61, 783]
article-text: Nous avons appris avec plaisir que la soirée donnée au théâtre a obtenu le plus vif succès devant un public nombreux et choisi. Les artistes ont été rappelés plusieurs fois et la salle entière a fait une ovation méritée à tous les interprètes de la pièce. On nous signale également que les habitués du café de la place se réunissent chaque soir pour discuter des nouvelles de la semaine, et que les demoiselles du quartier ne manquent jamais la promenade du dimanche sur les boulevards. La musique militaire a joué les meilleurs morceaux de son répertoire et les applaudissements n'ont pas été ménagés. Nous reviendrons prochainement sur cette charmante fête. Nous avons appris avec plaisir que la soirée donnée au théâtre a obtenu le plus vif succès devant un public nombreux et choisi. Les artistes ont été rappelés plusieurs fois et la salle entière a fait une ovation méritée à tous les interprètes de la pièce. On nous signale également que les habitués du café de la place se réunissent chaque soir pour discuter des nouvelles de la semaine, et que les demoiselles du quartier ne manquent jamais la promenade du dimanche sur les boulevards. La musique militaire a joué les meilleurs morceaux de son répertoire et les applaudissements n'ont pas été ménagés. Nous reviendrons prochainement sur cette charmante fête. [501, 733, 596, 829]
section-heading: Cette [141, 169, 157, 177]
signature: L. G. VIDAL. [175, 863, 195, 868]
article-text: Nous avons appris avec plaisir que la soirée donnée au théâtre a obtenu le plus vif succès devant un public nombreux et choisi. Les artistes ont été rappelés plusieurs fois et la salle entière a fait une ovation méritée à tous les interprètes de la pièce. On nous signale également que les habitués du café de la place se réunissent chaque soir pour discuter des nouvelles de la semaine, et que les demoiselles du quartier ne manquent jamais la promenade du dimanche sur les boulevards. La musique militaire a joué les meilleurs morceaux de son répertoire et les applaudissements n'ont pas été ménagés. Nous reviendrons prochainement sur cette charmante fête. Nous avons appris avec plaisir que la soirée donnée au théâtre a obtenu le plus vif succès devant un public nombreux et choisi. Les artistes ont été rappelés plusieurs fois et la salle entière a fait une ovation méritée à tous les interprètes de la pièce. On nous signale également que les habitués du café de la place se réunissent chaque soir pour discuter des nouvelles de la semaine, et que les demoiselles du quartier ne manquent jamais la promenade du dimanche sur les boulevards. La musique militaire a joué les meilleurs morceaux de son répertoire et les applaudissements n'ont pas été ménagés. Nous reviendrons prochainement sur cette charmante fête. Nous avons appris avec plaisir que la soirée donnée au théâtre a obtenu le plus vif succès devant un public nombreux et choisi. Les artistes ont été rappelés plusieurs fois et la salle entière a fait une ovation méritée à tous les interprètes de la pièce. On nous signale également que les habitués du café de la place se réunissent chaque soir pour discuter des nouvelles de la semaine, et que les demoiselles du quartier ne manquent jamais la promenade du dimanche sur les boulevards. La musique militaire a joué les meilleurs morceaux de son répertoire et les applaudissements n'ont pas été ménagés. Nous reviendrons prochainement sur cette charmante fête. Nous avons appris avec plaisir que la soirée donnée au théâtre a obtenu le plus vif succès devant un public nombreux et choisi. Les artistes ont été rappelés plusieurs fois et la salle entière a fait une ovation méritée à tous les interprètes de la pièce. On nous signale également que les habitués du café de la place se réunissent chaque soir pour discuter des nouvelles de la semaine, et que les demoiselles du quartier ne manquent jamais la promenade du dimanche sur les boulevards. La musique militaire a joué les meilleurs morceaux de son répertoire et les applaudissements n'ont pas été ménagés. Nous reviendrons prochainement sur cette charmante fête. [4, 287, 96, 485]
column-divider [397, 14, 398, 802]
article-text: Nous avons appris avec plaisir que la soirée donnée au théâtre a obtenu le plus vif succès devant un public nombreux et choisi. Les artistes ont été rappelés plusieurs fois et la salle entière a fait une ovation méritée à tous les interprètes de la pièce. On nous signale également que les habitués du café de la place se réunissent chaque soir pour discuter des nouvelles de la semaine, et que les demoiselles du quartier ne manquent jamais la promenade du dimanche sur les boulevards. La musique militaire a joué les meilleurs morceaux de son répertoire et les applaudissements n'ont pas été ménagés. Nous reviendrons prochainement sur cette charmante fête. Nous avons appris avec plaisir que la soirée donnée au théâtre a obtenu le plus vif succès devant un public nombreux et choisi. Les artistes ont été rappelés plusieurs fois et la salle entière a fait une ovation méritée à tous les interprètes de la pièce. On nous signale également que les habitués du café de la place se réunissent chaque soir pour discuter des nouvelles de la semaine, et que les demoiselles du quartier ne manquent jamais la promenade du dimanche sur les boulevards. La musique militaire a joué les meilleurs morceaux de son répertoire et les applaudissements n'ont pas été ménagés. Nous reviendrons prochainement sur cette charmante fête. [301, 513, 395, 615]
section-heading: Sedan [540, 327, 557, 334]
column-6 [501, 14, 596, 835]
article-text: Nous avons appris avec plaisir que la soirée donnée au théâtre a obtenu le plus vif succès devant un public nombreux et choisi. Les artistes ont été rappelés plusieurs fois et la salle entière a fait une ovation méritée à tous les interprètes de la pièce. On nous signale également que les habitués du café de la place se réunissent chaque soir pour discuter des nouvelles de la semaine, et que les demoiselles du quartier ne manquent jamais la promenade du dimanche sur les boulevards. La musique militaire a joué les meilleurs morceaux de son répertoire et les applaudissements n'ont pas été ménagés. Nous reviendrons prochainement sur cette charmante fête. Nous avons appris avec plaisir que la soirée donnée au théâtre a obtenu le plus vif succès devant un public nombreux et choisi. Les artistes ont été rappelés plusieurs fois et la salle entière a fait une ovation méritée à tous les interprètes de la pièce. On nous signale également que les habitués du café de la place se réunissent chaque soir pour discuter des nouvelles de la semaine, et que les demoiselles du quartier ne manquent jamais la promenade du dimanche sur les boulevards. La musique militaire a joué les meilleurs morceaux de son répertoire et les applaudissements n'ont pas été ménagés. Nous reviendrons prochainement sur cette charmante fête. Nous avons appris avec plaisir que la soirée donnée au théâtre a obtenu le plus vif succès devant un public nombreux et choisi. Les artistes ont été rappelés plusieurs fois et la salle entière a fait une ovation méritée à tous les interprètes de la pièce. On nous signale également que les habitués du café de la place se réunissent chaque soir pour discuter des nouvelles de la semaine, et que les demoiselles du quartier ne manquent jamais la promenade du dimanche sur les boulevards. La musique militaire a joué les meilleurs morceaux de son répertoire et les applaudissements n'ont pas été ménagés. Nous reviendrons prochainement sur cette charmante fête. Nous avons appris avec plaisir que la soirée donnée au théâtre a obtenu le plus vif succès devant un public nombreux et choisi. Les artistes ont été rappelés plusieurs fois et la salle entière a fait une ovation méritée à tous les interprètes de la pièce. On nous signale également que les habitués du café de la place se réunissent chaque soir pour discuter des nouvelles de la semaine, et que les demoiselles du quartier ne manquent jamais la promenade du dimanche sur les boulevards. La musique militaire a joué les meilleurs morceaux de son répertoire et les applaudissements n'ont pas été ménagés. Nous reviendrons prochainement sur cette charmante fête. [501, 531, 596, 724]
article-text: Nous avons appris avec plaisir que la soirée donnée au théâtre a obtenu le plus vif succès devant un public nombreux et choisi. Les artistes ont été rappelés plusieurs fois et la salle entière a fait une ovation méritée à tous les interprètes de la pièce. On nous signale également que les habitués du café de la place se réunissent chaque soir pour discuter des nouvelles de la semaine, et que les demoiselles du quartier ne manquent jamais la promenade du dimanche sur les boulevards. La musique militaire a joué les meilleurs morceaux de son répertoire et les applaudissements n'ont pas été ménagés. Nous reviendrons prochainement sur cette charmante fête. Nous avons appris avec plaisir que la soirée donnée au théâtre a obtenu le plus vif succès devant un public nombreux et choisi. Les artistes ont été rappelés plusieurs fois et la salle entière a fait une ovation méritée à tous les interprètes de la pièce. On nous signale également que les habitués du café de la place se réunissent chaque soir pour discuter des nouvelles de la semaine, et que les demoiselles du quartier ne manquent jamais la promenade du dimanche sur les boulevards. La musique militaire a joué les meilleurs morceaux de son répertoire et les applaudissements n'ont pas été ménagés. Nous reviendrons prochainement sur cette charmante fête. Nous avons appris avec plaisir que la soirée donnée au théâtre a obtenu le plus vif succès devant un public nombreux et choisi. Les artistes ont été rappelés plusieurs fois et la salle entière a fait une ovation méritée à tous les interprètes de la pièce. On nous signale également que les habitués du café de la place se réunissent chaque soir pour discuter des nouvelles de la semaine, et que les demoiselles du quartier ne manquent jamais la promenade du dimanche sur les boulevards. La musique militaire a joué les meilleurs morceaux de son répertoire et les applaudissements n'ont pas été ménagés. Nous reviendrons prochainement sur cette charmante fête. Nous avons appris avec plaisir que la soirée donnée au théâtre a obtenu le plus vif succès devant un public nombreux et choisi. Les artistes ont été rappelés plusieurs fois et la salle entière a fait une ovation méritée à tous les interprètes de la pièce. On nous signale également que les habitués du café de la place se réunissent chaque soir pour discuter des nouvelles de la semaine, et que les demoiselles du quartier ne manquent jamais la promenade du dimanche sur les boulevards. La musique militaire a joué les meilleurs morceaux de son répertoire et les applaudissements n'ont pas été ménagés. Nous reviendrons prochainement sur cette charmante fête. [401, 28, 495, 225]
section-heading: Pézénas. [38, 609, 62, 617]
article-text: Nous avons appris avec plaisir que la soirée donnée au théâtre a obtenu le plus vif succès devant un public nombreux et choisi. Les artistes ont été rappelés plusieurs fois et la salle entière a fait une ovation méritée à tous les interprètes de la pièce. On nous signale également que les habitués du café de la place se réunissent chaque soir pour discuter des nouvelles de la semaine, et que les demoiselles du quartier ne manquent jamais la promenade du dimanche sur les boulevards. La musique militaire a joué les meilleurs morceaux de son répertoire et les applaudissements n'ont pas été ménagés. Nous reviendrons prochainement sur cette charmante fête. Nous avons appris avec plaisir que la soirée donnée au théâtre a obtenu le plus vif succès devant un public nombreux et choisi. Les artistes ont été rappelés plusieurs fois et la salle entière a fait une ovation méritée à tous les interprètes de la pièce. On nous signale également que les habitués du café de la place se réunissent chaque soir pour discuter des nouvelles de la semaine, et que les demoiselles du quartier ne manquent jamais la promenade du dimanche sur les boulevards. La musique militaire a joué les meilleurs morceaux de son répertoire et les applaudissements n'ont pas été ménagés. Nous reviendrons prochainement sur cette charmante fête. Nous avons appris avec plaisir que la soirée donnée au théâtre a obtenu le plus vif succès devant un public nombreux et choisi. Les artistes ont été rappelés plusieurs fois et la salle entière a fait une ovation méritée à tous les interprètes de la pièce. On nous signale également que les habitués du café de la place se réunissent chaque soir pour discuter des nouvelles de la semaine, et que les demoiselles du quartier ne manquent jamais la promenade du dimanche sur les boulevards. La musique militaire a joué les meilleurs morceaux de son répertoire et les applaudissements n'ont pas été ménagés. Nous reviendrons prochainement sur cette charmante fête. [301, 615, 395, 763]
masthead: LA BAVARDE [0, 0, 600, 13]
signature: CADET. [281, 676, 294, 681]
article-text: Nous avons appris avec plaisir que la soirée donnée au théâtre a obtenu le plus vif succès devant un public nombreux et choisi. Les artistes ont été rappelés plusieurs fois et la salle entière a fait une ovation méritée à tous les interprètes de la pièce. On nous signale également que les habitués du café de la place se réunissent chaque soir pour discuter des nouvelles de la semaine, et que les demoiselles du quartier ne manquent jamais la promenade du dimanche sur les boulevards. La musique militaire a joué les meilleurs morceaux de son répertoire et les applaudissements n'ont pas été ménagés. Nous reviendrons prochainement sur cette charmante fête. Nous avons appris avec plaisir que la soirée donnée au théâtre a obtenu le plus vif succès devant un public nombreux et choisi. Les artistes ont été rappelés plusieurs fois et la salle entière a fait une ovation méritée à tous les interprètes de la pièce. On nous signale également que les habitués du café de la place se réunissent chaque soir pour discuter des nouvelles de la semaine, et que les demoiselles du quartier ne manquent jamais la promenade du dimanche sur les boulevards. La musique militaire a joué les meilleurs morceaux de son répertoire et les applaudissements n'ont pas été ménagés. Nous reviendrons prochainement sur cette charmante fête. [401, 738, 495, 839]
section-heading: Champignolles. [425, 728, 470, 736]
column-3 [202, 14, 294, 882]
article-text: Nous avons appris avec plaisir que la soirée donnée au théâtre a obtenu le plus vif succès devant un public nombreux et choisi. Les artistes ont été rappelés plusieurs fois et la salle entière a fait une ovation méritée à tous les interprètes de la pièce. On nous signale également que les habitués du café de la place se réunissent chaque soir pour discuter des nouvelles de la semaine, et que les demoiselles du quartier ne manquent jamais la promenade du dimanche sur les boulevards. La musique militaire a joué les meilleurs morceaux de son répertoire et les applaudissements n'ont pas été ménagés. Nous reviendrons prochainement sur cette charmante fête. Nous avons appris avec plaisir que la soirée donnée au théâtre a obtenu le plus vif succès devant un public nombreux et choisi. Les artistes ont été rappelés plusieurs fois et la salle entière a fait une ovation méritée à tous les interprètes de la pièce. On nous signale également que les habitués du café de la place se réunissent chaque soir pour discuter des nouvelles de la semaine, et que les demoiselles du quartier ne manquent jamais la promenade du dimanche sur les boulevards. La musique militaire a joué les meilleurs morceaux de son répertoire et les applaudissements n'ont pas été ménagés. Nous reviendrons prochainement sur cette charmante fête. [4, 1002, 96, 1103]
article-text: Nous avons appris avec plaisir que la soirée donnée au théâtre a obtenu le plus vif succès devant un public nombreux et choisi. Les artistes ont été rappelés plusieurs fois et la salle entière a fait une ovation méritée à tous les interprètes de la pièce. On nous signale également que les habitués du café de la place se réunissent chaque soir pour discuter des nouvelles de la semaine, et que les demoiselles du quartier ne manquent jamais la promenade du dimanche sur les boulevards. La musique militaire a joué les meilleurs morceaux de son répertoire et les applaudissements n'ont pas été ménagés. Nous reviendrons prochainement sur cette charmante fête. Nous avons appris avec plaisir que la soirée donnée au théâtre a obtenu le plus vif succès devant un public nombreux et choisi. Les artistes ont été rappelés plusieurs fois et la salle entière a fait une ovation méritée à tous les interprètes de la pièce. On nous signale également que les habitués du café de la place se réunissent chaque soir pour discuter des nouvelles de la semaine, et que les demoiselles du quartier ne manquent jamais la promenade du dimanche sur les boulevards. La musique militaire a joué les meilleurs morceaux de son répertoire et les applaudissements n'ont pas été ménagés. Nous reviendrons prochainement sur cette charmante fête. [202, 414, 294, 515]
section-heading: Pont-à-Mousson [424, 235, 471, 243]
article-text: Nous avons appris avec plaisir que la soirée donnée au théâtre a obtenu le plus vif succès devant un public nombreux et choisi. Les artistes ont été rappelés plusieurs fois et la salle entière a fait une ovation méritée à tous les interprètes de la pièce. On nous signale également que les habitués du café de la place se réunissent chaque soir pour discuter des nouvelles de la semaine, et que les demoiselles du quartier ne manquent jamais la promenade du dimanche sur les boulevards. La musique militaire a joué les meilleurs morceaux de son répertoire et les applaudissements n'ont pas été ménagés. Nous reviendrons prochainement sur cette charmante fête. Nous avons appris avec plaisir que la soirée donnée au théâtre a obtenu le plus vif succès devant un public nombreux et choisi. Les artistes ont été rappelés plusieurs fois et la salle entière a fait une ovation méritée à tous les interprètes de la pièce. On nous signale également que les habitués du café de la place se réunissent chaque soir pour discuter des nouvelles de la semaine, et que les demoiselles du quartier ne manquent jamais la promenade du dimanche sur les boulevards. La musique militaire a joué les meilleurs morceaux de son répertoire et les applaudissements n'ont pas été ménagés. Nous reviendrons prochainement sur cette charmante fête. [301, 14, 395, 115]
section-heading: Toul. [340, 280, 355, 288]
